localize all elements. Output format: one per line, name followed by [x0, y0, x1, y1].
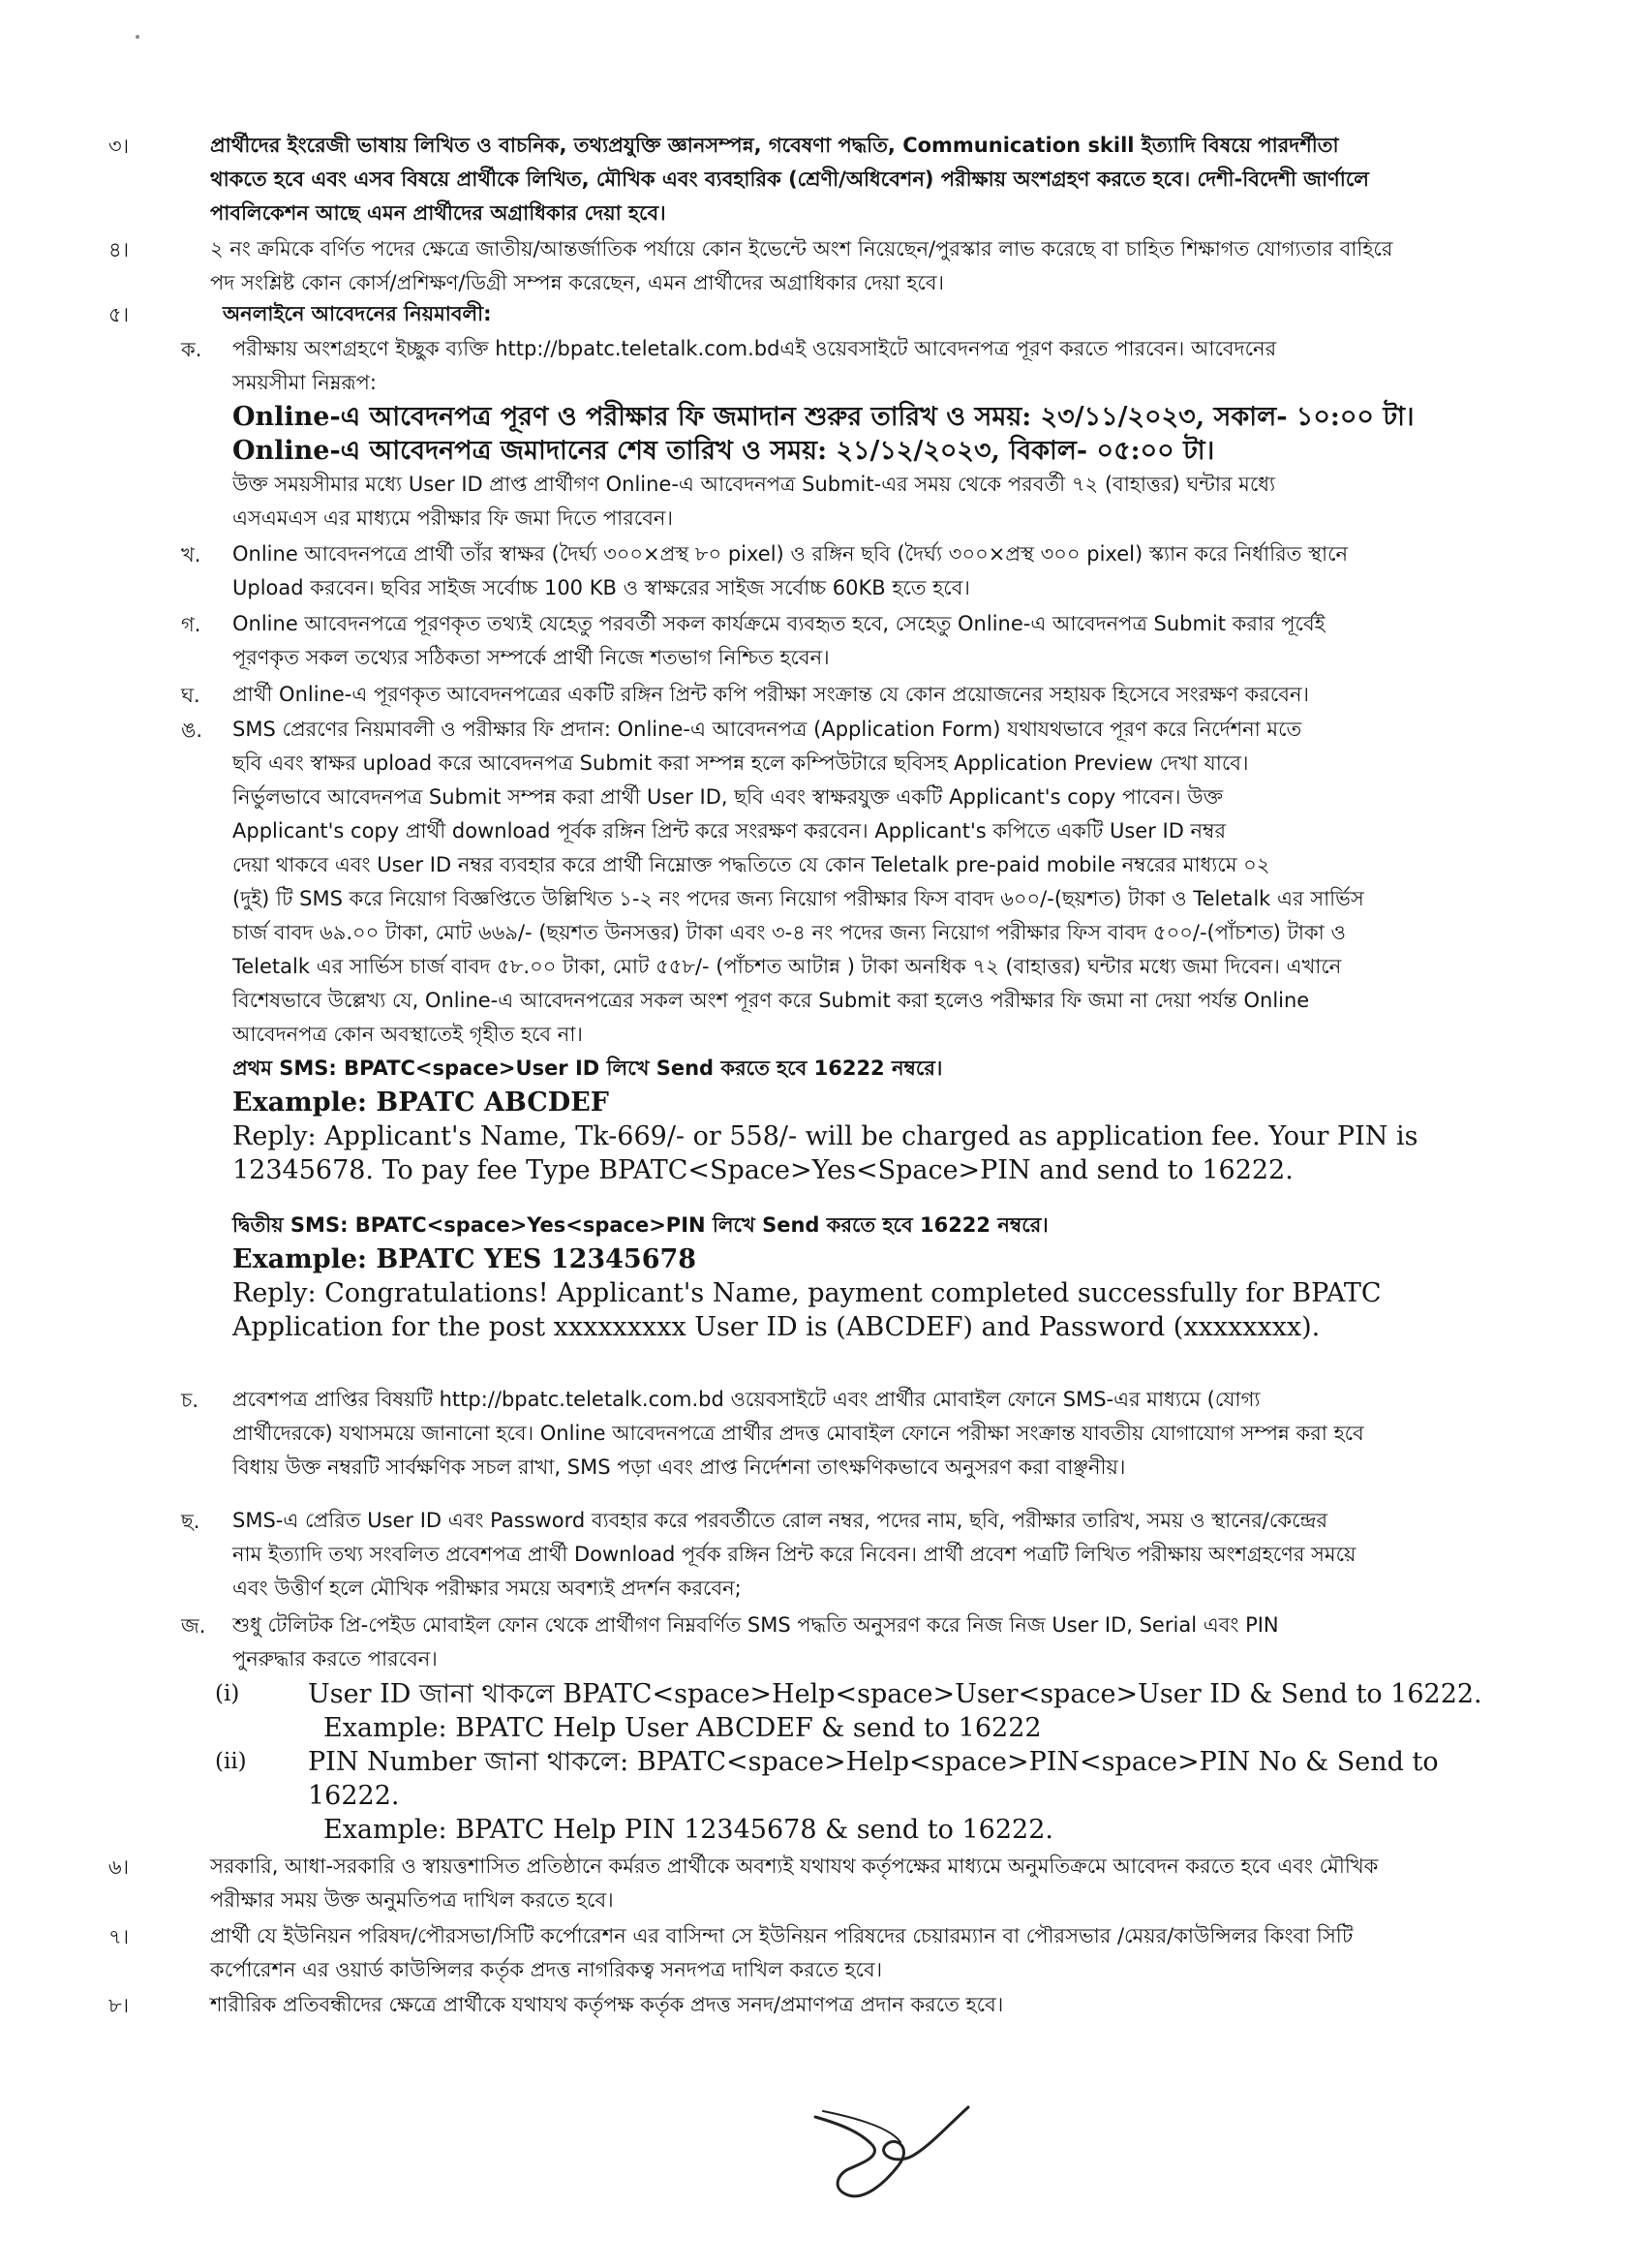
item-number-7: ৭। [108, 1925, 130, 1948]
item-6-text [210, 1850, 1539, 1917]
text-line: 16222. [308, 1781, 400, 1811]
text-line: নির্ভুলভাবে আবেদনপত্র Submit সম্পন্ন করা প্রার্থী User ID, ছবি এবং স্বাক্ষরযুক্ত একটি Applicant's copy পাবেন। উক্ত [232, 785, 1223, 809]
sms-reply-2: Application for the post xxxxxxxxx User ID is (ABCDEF) and Password (xxxxxxxx). [232, 1312, 1321, 1342]
item-number-8: ৮। [108, 1994, 130, 2017]
text-line: প্রার্থী যে ইউনিয়ন পরিষদ/পৌরসভা/সিটি কর্পোরেশন এর বাসিন্দা সে ইউনিয়ন পরিষদের চেয়ারম্যান বা পৌরসভার /মেয়র/কাউন্সিলর কিংবা সিটি [210, 1924, 1354, 1947]
text-line: Upload করবেন। ছবির সাইজ সর্বোচ্চ 100 KB ও স্বাক্ষরের সাইজ সর্বোচ্চ 60KB হতে হবে। [232, 576, 970, 599]
text-line: PIN Number জানা থাকলে: BPATC<space>Help<space>PIN<space>PIN No & Send to [308, 1747, 1439, 1777]
text-line: আবেদনপত্র কোন অবস্থাতেই গৃহীত হবে না। [232, 1023, 583, 1046]
spacer [232, 1187, 1539, 1209]
text-line: প্রবেশপত্র প্রাপ্তির বিষয়টি http://bpatc.teletalk.com.bd ওয়েবসাইটে এবং প্রার্থীর মোবাইল ফোনে SMS-এর মাধ্যমে (যোগ্য [232, 1388, 1261, 1411]
recovery-pin [308, 1745, 1539, 1847]
sms-example-2: Example: BPATC YES 12345678 [232, 1244, 697, 1274]
recovery-user-id [308, 1677, 1539, 1745]
sub-umo-text [232, 713, 1539, 1344]
text-line: থাকতে হবে এবং এসব বিষয়ে প্রার্থীকে লিখিত, মৌখিক এবং ব্যবহারিক (শ্রেণী/অধিবেশন) পরীক্ষায় অংশগ্রহণ করতে হবে। দেশী-বিদেশী জার্ণালে [210, 168, 1369, 191]
sub-label-gha: ঘ. [181, 684, 200, 707]
text-line: দেয়া থাকবে এবং User ID নম্বর ব্যবহার করে প্রার্থী নিম্নোক্ত পদ্ধতিতে যে কোন Teletalk pre-paid mobile নম্বরের মাধ্যমে ০২ [232, 853, 1270, 876]
sub-label-cha: ছ. [181, 1510, 200, 1533]
sms-reply-1: 12345678. To pay fee Type BPATC<Space>Yes<Space>PIN and send to 16222. [232, 1155, 1294, 1185]
date-end: Online-এ আবেদনপত্র জমাদানের শেষ তারিখ ও সময়: ২১/১২/২০২৩, বিকাল- ০৫:০০ টা। [232, 436, 1215, 466]
text-line: Online আবেদনপত্রে প্রার্থী তাঁর স্বাক্ষর (দৈর্ঘ্য ৩০০×প্রস্থ ৮০ pixel) ও রঙ্গিন ছবি (দৈর্ঘ্য ৩০০×প্রস্থ ৩০০ pixel) স্ক্যান করে নির্ধারিত স্থানে [232, 542, 1349, 566]
sub-label-ja: জ. [181, 1614, 206, 1638]
item-8-text [210, 1988, 1539, 2022]
item-number-6: ৬। [108, 1855, 130, 1879]
sub-cha-text [232, 1504, 1539, 1606]
item-4-text [210, 232, 1539, 300]
sub-label-umo: ঙ. [181, 719, 203, 742]
section-heading [223, 297, 492, 331]
text-line: পূরণকৃত সকল তথ্যের সঠিকতা সম্পর্কে প্রার্থী নিজে শতভাগ নিশ্চিত হবেন। [232, 646, 830, 669]
text-line: চার্জ বাবদ ৬৯.০০ টাকা, মোট ৬৬৯/- (ছয়শত উনসত্তর) টাকা এবং ৩-৪ নং পদের জন্য নিয়োগ পরীক্ষার ফিস বাবদ ৫০০/-(পাঁচশত) টাকা ও [232, 921, 1346, 944]
item-number-5: ৫। [108, 303, 130, 326]
text-line: Teletalk এর সার্ভিস চার্জ বাবদ ৫৮.০০ টাকা, মোট ৫৫৮/- (পাঁচশত আটান্ন ) টাকা অনধিক ৭২ (বাহাত্তর) ঘন্টার মধ্যে জমা দিবেন। এখানে [232, 955, 1342, 978]
text-line: বিধায় উক্ত নম্বরটি সার্বক্ষণিক সচল রাখা, SMS পড়া এবং প্রাপ্ত নির্দেশনা তাৎক্ষণিকভাবে অনুসরণ করা বাঞ্ছনীয়। [232, 1456, 1126, 1479]
text-line: SMS প্রেরণের নিয়মাবলী ও পরীক্ষার ফি প্রদান: Online-এ আবেদনপত্র (Application Form) যথাযথভাবে পূরণ করে নির্দেশনা মতে [232, 718, 1302, 741]
text-line: পুনরুদ্ধার করতে পারবেন। [232, 1647, 438, 1670]
roman-label-ii: (ii) [215, 1749, 247, 1774]
text-line: Example: BPATC Help PIN 12345678 & send to 16222. [323, 1815, 1053, 1845]
text-line: এবং উত্তীর্ণ হলে মৌখিক পরীক্ষার সময়ে অবশ্যই প্রদর্শন করবেন; [232, 1577, 742, 1600]
text-line: পরীক্ষায় অংশগ্রহণে ইচ্ছুক ব্যক্তি http://bpatc.teletalk.com.bdএই ওয়েবসাইটে আবেদনপত্র পূরণ করতে পারবেন। আবেদনের [232, 337, 1277, 360]
sms-reply-1: Reply: Applicant's Name, Tk-669/- or 558/- will be charged as application fee. Your PIN is [232, 1121, 1418, 1151]
item-3-text [210, 129, 1539, 230]
text-line: ২ নং ক্রমিকে বর্ণিত পদের ক্ষেত্রে জাতীয়/আন্তর্জাতিক পর্যায়ে কোন ইভেন্টে অংশ নিয়েছেন/পুরস্কার লাভ করেছে বা চাহিত শিক্ষাগত যোগ্যতার বাহিরে [210, 237, 1393, 261]
text-line: পাবলিকেশন আছে এমন প্রার্থীদের অগ্রাধিকার দেয়া হবে। [210, 201, 666, 225]
signature [804, 2099, 978, 2206]
text-line: SMS-এ প্রেরিত User ID এবং Password ব্যবহার করে পরবর্তীতে রোল নম্বর, পদের নাম, ছবি, পরীক্ষার তারিখ, সময় ও স্থানের/কেন্দ্রের [232, 1509, 1328, 1532]
roman-label-i: (i) [215, 1681, 240, 1706]
sub-ga-text [232, 607, 1539, 675]
text-line: Applicant's copy প্রার্থী download পূর্বক রঙ্গিন প্রিন্ট করে সংরক্ষণ করবেন। Applicant's কপিতে একটি User ID নম্বর [232, 819, 1227, 843]
sub-kha-text [232, 537, 1539, 605]
sub-label-ca: চ. [181, 1389, 199, 1412]
text-line: সরকারি, আধা-সরকারি ও স্বায়ত্তশাসিত প্রতিষ্ঠানে কর্মরত প্রার্থীকে অবশ্যই যথাযথ কর্তৃপক্ষের মাধ্যমে অনুমতিক্রমে আবেদন করতে হবে এবং মৌখিক [210, 1854, 1379, 1878]
sms-example-1: Example: BPATC ABCDEF [232, 1088, 609, 1118]
text-line: ছবি এবং স্বাক্ষর upload করে আবেদনপত্র Submit করা সম্পন্ন হলে কম্পিউটারে ছবিসহ Application Preview দেখা যাবে। [232, 751, 1249, 775]
text-line: Online আবেদনপত্রে পূরণকৃত তথ্যই যেহেতু পরবর্তী সকল কার্যক্রমে ব্যবহৃত হবে, সেহেতু Online-এ আবেদনপত্র Submit করার পূর্বেই [232, 612, 1326, 635]
text-line: পরীক্ষার সময় উক্ত অনুমতিপত্র দাখিল করতে হবে। [210, 1888, 614, 1912]
sub-gha-text [232, 678, 1539, 712]
item-7-text [210, 1919, 1539, 1987]
sms-instruction-1: প্রথম SMS: BPATC<space>User ID লিখে Send করতে হবে 16222 নম্বরে। [232, 1057, 943, 1080]
text-line: পদ সংশ্লিষ্ট কোন কোর্স/প্রশিক্ষণ/ডিগ্রী সম্পন্ন করেছেন, এমন প্রার্থীদের অগ্রাধিকার দেয়া হবে। [210, 271, 945, 294]
text-line: প্রার্থী Online-এ পূরণকৃত আবেদনপত্রের একটি রঙ্গিন প্রিন্ট কপি পরীক্ষা সংক্রান্ত যে কোন প্রয়োজনের সহায়ক হিসেবে সংরক্ষণ করবেন। [232, 683, 1309, 706]
text-line: উক্ত সময়সীমার মধ্যে User ID প্রাপ্ত প্রার্থীগণ Online-এ আবেদনপত্র Submit-এর সময় থেকে পরবর্তী ৭২ (বাহাত্তর) ঘন্টার মধ্যে [232, 473, 1276, 496]
text-line: শুধু টেলিটক প্রি-পেইড মোবাইল ফোন থেকে প্রার্থীগণ নিম্নবর্ণিত SMS পদ্ধতি অনুসরণ করে নিজ নিজ User ID, Serial এবং PIN [232, 1613, 1279, 1637]
sms-reply-2: Reply: Congratulations! Applicant's Name, payment completed successfully for BPATC [232, 1278, 1382, 1308]
sub-ca-text [232, 1383, 1539, 1485]
text-line: নাম ইত্যাদি তথ্য সংবলিত প্রবেশপত্র প্রার্থী Download পূর্বক রঙ্গিন প্রিন্ট করে নিবেন। প্রার্থী প্রবেশ পত্রটি লিখিত পরীক্ষায় অংশগ্রহণের সময়ে [232, 1543, 1356, 1566]
sub-label-kha: খ. [181, 543, 201, 567]
text-line: সময়সীমা নিম্নরূপ: [232, 371, 377, 394]
text-line: বিশেষভাবে উল্লেখ্য যে, Online-এ আবেদনপত্রের সকল অংশ পূরণ করে Submit করা হলেও পরীক্ষার ফি জমা না দেয়া পর্যন্ত Online [232, 989, 1310, 1012]
text-line: প্রার্থীদের ইংরেজী ভাষায় লিখিত ও বাচনিক, তথ্যপ্রযুক্তি জ্ঞানসম্পন্ন, গবেষণা পদ্ধতি, Communication skill ইত্যাদি বিষয়ে পারদর্শীতা [210, 134, 1339, 157]
sub-ka-text [232, 332, 1539, 536]
text-line: কর্পোরেশন এর ওয়ার্ড কাউন্সিলর কর্তৃক প্রদত্ত নাগরিকত্ব সনদপত্র দাখিল করতে হবে। [210, 1958, 883, 1981]
text-line: এসএমএস এর মাধ্যমে পরীক্ষার ফি জমা দিতে পারবেন। [232, 506, 673, 530]
text-line: প্রার্থীদেরকে) যথাসময়ে জানানো হবে। Online আবেদনপত্রে প্রার্থীর প্রদত্ত মোবাইল ফোনে পরীক্ষা সংক্রান্ত যাবতীয় যোগাযোগ সম্পন্ন করা হবে [232, 1422, 1364, 1445]
item-number-3: ৩। [108, 135, 130, 158]
text-line: Example: BPATC Help User ABCDEF & send to 16222 [323, 1713, 1042, 1743]
sms-instruction-2: দ্বিতীয় SMS: BPATC<space>Yes<space>PIN লিখে Send করতে হবে 16222 নম্বরে। [232, 1213, 1049, 1237]
text-line: (দুই) টি SMS করে নিয়োগ বিজ্ঞপ্তিতে উল্লিখিত ১-২ নং পদের জন্য নিয়োগ পরীক্ষার ফিস বাবদ ৬০০/-(ছয়শত) টাকা ও Teletalk এর সার্ভিস [232, 887, 1364, 910]
sub-ja-text [232, 1609, 1539, 1676]
sub-label-ga: গ. [181, 613, 201, 636]
heading-text: অনলাইনে আবেদনের নিয়মাবলী: [223, 302, 492, 325]
item-number-4: ৪। [108, 238, 130, 261]
text-line: শারীরিক প্রতিবন্ধীদের ক্ষেত্রে প্রার্থীকে যথাযথ কর্তৃপক্ষ কর্তৃক প্রদত্ত সনদ/প্রমাণপত্র প্রদান করতে হবে। [210, 1993, 1004, 2016]
text-line: User ID জানা থাকলে BPATC<space>Help<space>User<space>User ID & Send to 16222. [308, 1679, 1482, 1709]
date-start: Online-এ আবেদনপত্র পূরণ ও পরীক্ষার ফি জমাদান শুরুর তারিখ ও সময়: ২৩/১১/২০২৩, সকাল- ১০:০০ টা। [232, 402, 1415, 432]
speck-mark [136, 35, 139, 39]
sub-label-ka: ক. [181, 338, 202, 361]
